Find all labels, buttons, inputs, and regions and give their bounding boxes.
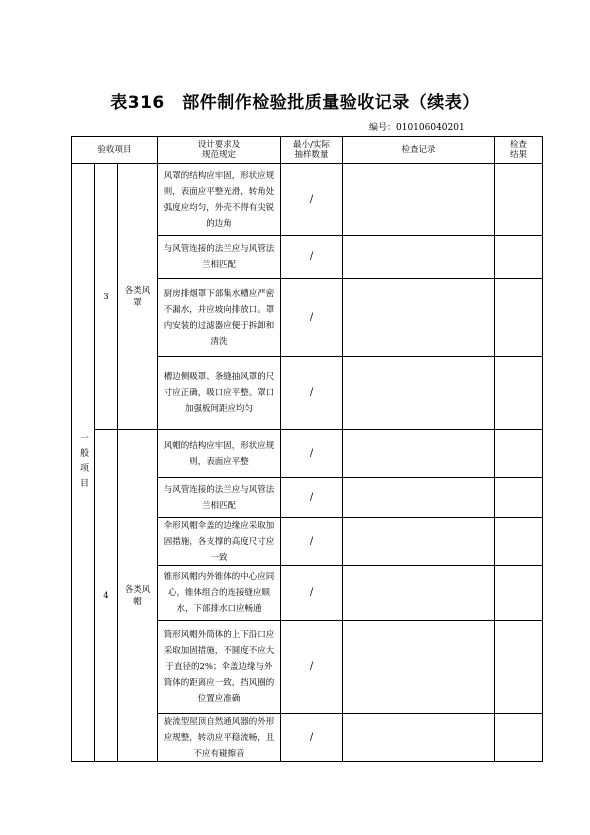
requirement-cell: 与风管连接的法兰应与风管法兰相匹配	[163, 484, 275, 511]
sample-count-cell: /	[309, 387, 314, 398]
sample-count-cell: /	[309, 311, 314, 323]
header-item: 验收项目	[97, 145, 132, 155]
header-sample-count: 最小/实际 抽样数量	[293, 140, 330, 160]
header-check-record: 检查记录	[401, 145, 436, 155]
group-number: 3	[103, 291, 109, 302]
page-title: 表316 部件制作检验批质量验收记录（续表）	[110, 93, 480, 113]
sample-count-cell: /	[309, 447, 314, 459]
requirement-cell: 伞形风帽伞盖的边缘应采取加固措施，各支撑的高度尺寸应一致	[163, 520, 275, 563]
sample-count-cell: /	[309, 193, 314, 205]
category-label: 一般项目	[78, 432, 88, 493]
group-number: 4	[103, 590, 109, 601]
requirement-cell: 风帽的结构应牢固，形状应规则，表面应平整	[163, 440, 275, 467]
sample-count-cell: /	[309, 535, 314, 547]
requirement-cell: 筒形风帽外筒体的上下沿口应采取加固措施，不圆度不应大于直径的2%；伞盖边缘与外筒体的距离应一致，挡风圈的位置应准确	[163, 630, 275, 704]
requirement-cell: 与风管连接的法兰应与风管法兰相匹配	[163, 244, 275, 270]
inspection-table	[71, 136, 543, 762]
requirement-cell: 旋流型屋顶自然通风器的外形应规整，转动应平稳流畅，且不应有碰擦音	[163, 716, 275, 759]
record-code: 编号：010106040201	[369, 123, 465, 133]
requirement-cell: 厨房排烟罩下部集水槽应严密不漏水，并应坡向排放口。罩内安装的过滤器应便于拆卸和清洗	[163, 288, 275, 347]
requirement-cell: 槽边侧吸罩、条缝抽风罩的尺寸应正确，吸口应平整。罩口加强板间距应均匀	[163, 372, 275, 414]
sample-count-cell: /	[309, 251, 314, 262]
requirement-cell: 风罩的结构应牢固，形状应规则，表面应平整光滑，转角处弧度应均匀，外壳不得有尖锐的边角	[163, 170, 275, 229]
requirement-cell: 锥形风帽内外锥体的中心应同心，锥体组合的连接缝应顺水，下部排水口应畅通	[163, 572, 275, 614]
sample-count-cell: /	[309, 491, 314, 503]
group-name: 各类风罩	[124, 285, 151, 308]
header-check-result: 检查 结果	[509, 140, 527, 160]
sample-count-cell: /	[309, 661, 314, 672]
header-requirement: 设计要求及 规范规定	[197, 140, 241, 160]
sample-count-cell: /	[309, 587, 314, 598]
group-name: 各类风帽	[124, 584, 151, 607]
sample-count-cell: /	[309, 731, 314, 743]
